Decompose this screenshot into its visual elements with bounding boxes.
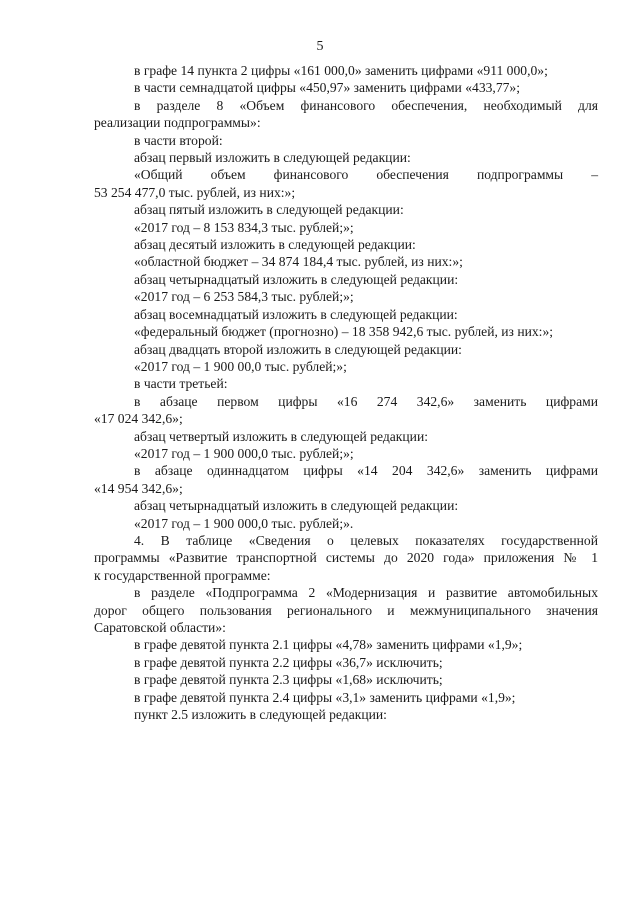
text-line: 4. В таблице «Сведения о целевых показателях государственной — [134, 532, 598, 548]
text-line: «2017 год – 1 900 000,0 тыс. рублей;»; — [134, 445, 354, 461]
text-line: абзац восемнадцатый изложить в следующей редакции: — [134, 306, 458, 322]
text-line: в графе девятой пункта 2.4 цифры «3,1» заменить цифрами «1,9»; — [134, 689, 516, 705]
text-line: «2017 год – 8 153 834,3 тыс. рублей;»; — [134, 219, 354, 235]
text-line: абзац четырнадцатый изложить в следующей редакции: — [134, 271, 459, 287]
text-line: «17 024 342,6»; — [94, 411, 183, 427]
text-line: абзац десятый изложить в следующей редакции: — [134, 237, 416, 253]
text-line: 53 254 477,0 тыс. рублей, из них:»; — [94, 184, 296, 200]
text-line: в части второй: — [134, 132, 223, 148]
text-line: «областной бюджет – 34 874 184,4 тыс. рублей, из них:»; — [134, 254, 463, 270]
document-body — [94, 62, 598, 723]
text-line: «2017 год – 1 900 000,0 тыс. рублей;». — [134, 515, 354, 531]
text-line: к государственной программе: — [94, 567, 271, 583]
text-line: программы «Развитие транспортной системы до 2020 года» приложения № 1 — [94, 550, 598, 566]
text-line: абзац четвертый изложить в следующей редакции: — [134, 428, 429, 444]
text-line: абзац двадцать второй изложить в следующей редакции: — [134, 341, 462, 357]
text-line: Саратовской области»: — [94, 620, 226, 635]
text-line: в абзаце одиннадцатом цифры «14 204 342,6» заменить цифрами — [134, 463, 598, 479]
text-line: «14 954 342,6»; — [94, 480, 183, 496]
text-line: в разделе 8 «Объем финансового обеспечения, необходимый для — [134, 97, 598, 113]
text-line: в части третьей: — [134, 376, 228, 392]
text-line: дорог общего пользования регионального и межмуниципального значения — [94, 602, 598, 618]
text-line: «федеральный бюджет (прогнозно) – 18 358 942,6 тыс. рублей, из них:»; — [134, 324, 554, 340]
text-line: реализации подпрограммы»: — [94, 115, 261, 131]
text-line: в части семнадцатой цифры «450,97» заменить цифрами «433,77»; — [134, 80, 520, 96]
text-line: абзац первый изложить в следующей редакции: — [134, 150, 411, 166]
text-line: в графе 14 пункта 2 цифры «161 000,0» заменить цифрами «911 000,0»; — [134, 63, 548, 78]
text-line: в абзаце первом цифры «16 274 342,6» заменить цифрами — [134, 393, 598, 409]
text-line: абзац четырнадцатый изложить в следующей редакции: — [134, 498, 459, 514]
text-line: в графе девятой пункта 2.1 цифры «4,78» заменить цифрами «1,9»; — [134, 637, 523, 653]
text-line: «2017 год – 6 253 584,3 тыс. рублей;»; — [134, 289, 354, 305]
text-line: в графе девятой пункта 2.3 цифры «1,68» исключить; — [134, 672, 443, 688]
text-line: в разделе «Подпрограмма 2 «Модернизация и развитие автомобильных — [134, 585, 598, 601]
text-line: пункт 2.5 изложить в следующей редакции: — [134, 707, 387, 723]
text-line: в графе девятой пункта 2.2 цифры «36,7» исключить; — [134, 654, 443, 670]
text-line: абзац пятый изложить в следующей редакции: — [134, 202, 404, 218]
text-line: «2017 год – 1 900 00,0 тыс. рублей;»; — [134, 358, 347, 374]
page-number: 5 — [316, 39, 324, 54]
text-line: «Общий объем финансового обеспечения подпрограммы – — [134, 167, 598, 183]
